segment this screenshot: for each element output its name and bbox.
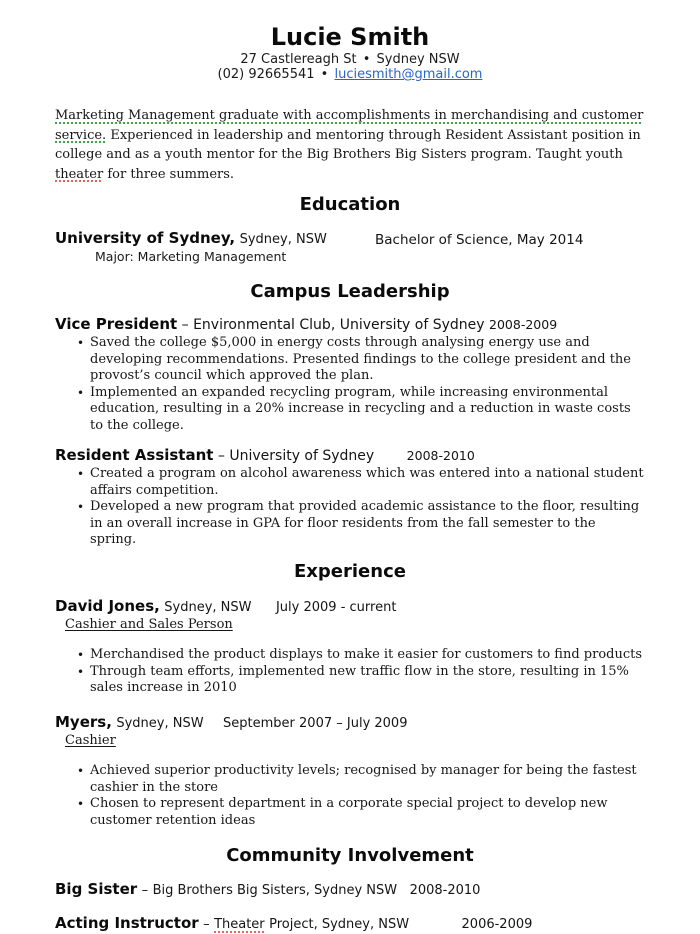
resume-header [55,22,645,82]
education-entry [55,229,645,249]
section-heading-campus-leadership: Campus Leadership [250,281,450,302]
bullet-item: • Merchandised the product displays to make it easier for customers to find products [77,647,645,664]
address-line [55,52,645,67]
school-name: University of Sydney, [55,229,236,247]
email-link[interactable]: luciesmith@gmail.com [334,67,483,82]
major: Major: Marketing Management [95,249,287,264]
experience-entry-title-row [55,597,645,617]
position-title: Big Sister [55,880,138,898]
dash: – [141,883,149,898]
school-location: Sydney, NSW [239,232,327,247]
phone-number: (02) 92665541 [217,67,315,82]
bullet-item: • Achieved superior productivity levels; recognised by manager for being the fastest cashier in the store [77,763,645,796]
grammar-flagged-sentence: Marketing Management graduate with accomplishments in merchandising and customer service. [55,108,644,143]
degree: Bachelor of Science, May 2014 [375,232,584,248]
bullet-separator: • [362,52,371,67]
section-heading-experience: Experience [294,560,406,582]
section-heading-community: Community Involvement [226,845,474,866]
organization: Environmental Club, University of Sydney [193,317,485,333]
phone-email-line [55,67,645,82]
summary-text-end: for three summers. [107,166,235,182]
spell-flagged-word: theater [55,166,104,182]
dash: – [181,317,189,333]
company-location: Sydney, NSW [116,715,204,731]
spell-flagged-word: Theater [214,917,265,932]
company-name: David Jones, [55,596,160,615]
experience-entry-bullets [55,647,645,697]
summary-paragraph [55,106,645,184]
company-location: Sydney, NSW [164,599,252,615]
experience-entry-bullets [55,763,645,829]
bullet-item: • Implemented an expanded recycling program, while increasing environmental education, resulting in a 20% increase in recycling and a reduction in waste costs to the college. [77,385,645,435]
dash: – [203,917,210,932]
job-role: Cashier and Sales Person [65,616,233,632]
summary-text: Experienced in leadership and mentoring through Resident Assistant position in college and as a youth mentor for the Big Brothers Big Sisters program. Taught youth [55,127,641,162]
experience-entry-title-row [55,713,645,733]
bullet-item: • Saved the college $5,000 in energy costs through analysing energy use and developing recommendations. Presented findings to the college president and the provost’s council which approved the plan. [77,335,645,385]
dates: September 2007 – July 2009 [223,715,408,731]
position-title: Resident Assistant [55,446,214,464]
position-title: Acting Instructor [55,914,199,932]
city: Sydney NSW [376,52,460,67]
dash: – [217,448,225,464]
street-address: 27 Castlereagh St [240,52,357,67]
bullet-separator: • [320,67,329,82]
campus-entry-title-row [55,315,645,334]
campus-entry-title-row [55,446,645,465]
campus-entry-bullets [55,466,645,549]
job-role-row [65,617,645,634]
section-heading-education: Education [299,194,401,215]
organization: University of Sydney [229,448,375,464]
position-title: Vice President [55,315,178,333]
community-entry [55,880,645,900]
campus-entry-bullets [55,335,645,434]
dates: 2008-2010 [409,883,481,898]
bullet-item: • Developed a new program that provided academic assistance to the floor, resulting in an overall increase in GPA for floor residents from the fall semester to the spring. [77,499,645,549]
organization: Big Brothers Big Sisters, Sydney NSW [152,883,398,898]
dates: July 2009 - current [275,599,397,615]
bullet-item: • Through team efforts, implemented new traffic flow in the store, resulting in 15% sales increase in 2010 [77,664,645,697]
bullet-item: • Created a program on alcohol awareness which was entered into a national student affairs competition. [77,466,645,499]
dates: 2008-2010 [406,448,475,463]
job-role-row [65,733,645,750]
person-name: Lucie Smith [270,23,430,51]
job-role: Cashier [65,732,116,748]
dates: 2008-2009 [489,317,558,332]
company-name: Myers, [55,712,112,731]
bullet-item: • Chosen to represent department in a corporate special project to develop new customer retention ideas [77,796,645,829]
community-entry [55,914,645,934]
dates: 2006-2009 [461,917,533,932]
organization: Project, Sydney, NSW [269,917,410,932]
